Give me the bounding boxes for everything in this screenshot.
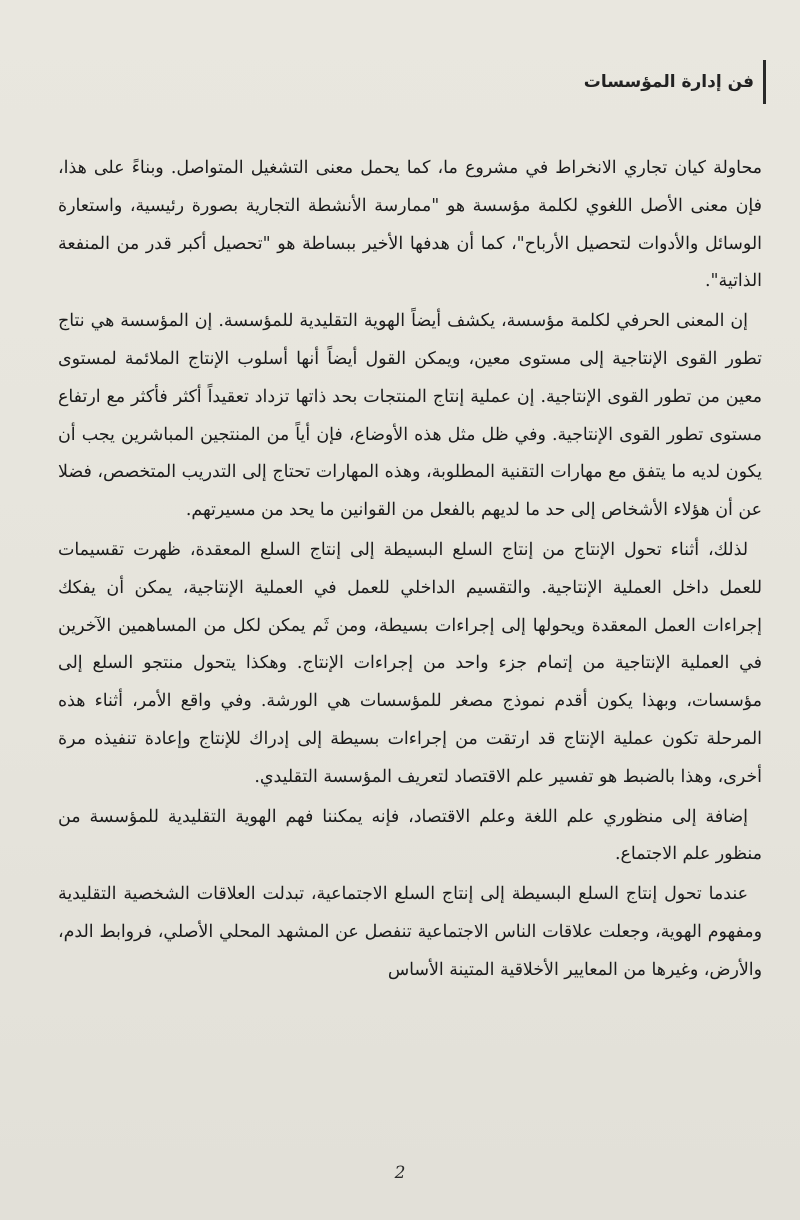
- header-rule: [763, 60, 766, 104]
- running-header-title: فن إدارة المؤسسات: [583, 72, 754, 92]
- paragraph-5: عندما تحول إنتاج السلع البسيطة إلى إنتاج السلع الاجتماعية، تبدلت العلاقات الشخصية التقليدية ومفهوم الهوية، وجعلت علاقات الناس الاجتماعية تنفصل عن المشهد المحلي الأصلي، فروابط الدم، والأرض، وغيرها من المعايير الأخلاقية المتينة الأساس: [58, 884, 762, 980]
- paragraph-4: إضافة إلى منظوري علم اللغة وعلم الاقتصاد، فإنه يمكننا فهم الهوية التقليدية للمؤسسة من منظور علم الاجتماع.: [58, 806, 762, 865]
- paragraph-2: إن المعنى الحرفي لكلمة مؤسسة، يكشف أيضاً الهوية التقليدية للمؤسسة. إن المؤسسة هي نتاج تطور القوى الإنتاجية إلى مستوى معين، ويمكن القول أيضاً أنها أسلوب الإنتاج الملائمة لمستوى معين من تطور القوى الإنتاجية. إن عملية إنتاج المنتجات بحد ذاتها تزداد تعقيداً أكثر فأكثر مع ارتفاع مستوى تطور القوى الإنتاجية. وفي ظل مثل هذه الأوضاع، فإن أياً من المنتجين المباشرين يجب أن يكون لديه ما يتفق مع مهارات التقنية المطلوبة، وهذه المهارات تحتاج إلى التدريب المتخصص، فضلا عن أن هؤلاء الأشخاص إلى حد ما لديهم بالفعل من القوانين ما يحد من مسيرتهم.: [58, 311, 762, 521]
- body-text: [58, 150, 762, 990]
- paragraph-1: محاولة كيان تجاري الانخراط في مشروع ما، كما يحمل معنى التشغيل المتواصل. وبناءً على هذا، فإن معنى الأصل اللغوي لكلمة مؤسسة هو "ممارسة الأنشطة التجارية بصورة رئيسية، واستعارة الوسائل والأدوات لتحصيل الأرباح"، كما أن هدفها الأخير ببساطة هو "تحصيل أكبر قدر من المنفعة الذاتية".: [58, 158, 762, 292]
- page-number: 2: [394, 1163, 406, 1183]
- paragraph-3: لذلك، أثناء تحول الإنتاج من إنتاج السلع البسيطة إلى إنتاج السلع المعقدة، ظهرت تقسيمات للعمل داخل العملية الإنتاجية. والتقسيم الداخلي للعمل في العملية الإنتاجية، يمكن أن يفكك إجراءات العمل المعقدة ويحولها إلى إجراءات بسيطة، ومن ثَم يمكن لكل من المساهمين الآخرين في العملية الإنتاجية من إتمام جزء واحد من إجراءات الإنتاج. وهكذا يتحول منتجو السلع إلى مؤسسات، وبهذا يكون أقدم نموذج مصغر للمؤسسات هي الورشة. وفي واقع الأمر، أثناء هذه المرحلة تكون عملية الإنتاج قد ارتقت من إجراءات بسيطة إلى إدراك للإنتاج وإعادة تنفيذه مرة أخرى، وهذا بالضبط هو تفسير علم الاقتصاد لتعريف المؤسسة التقليدي.: [58, 539, 762, 787]
